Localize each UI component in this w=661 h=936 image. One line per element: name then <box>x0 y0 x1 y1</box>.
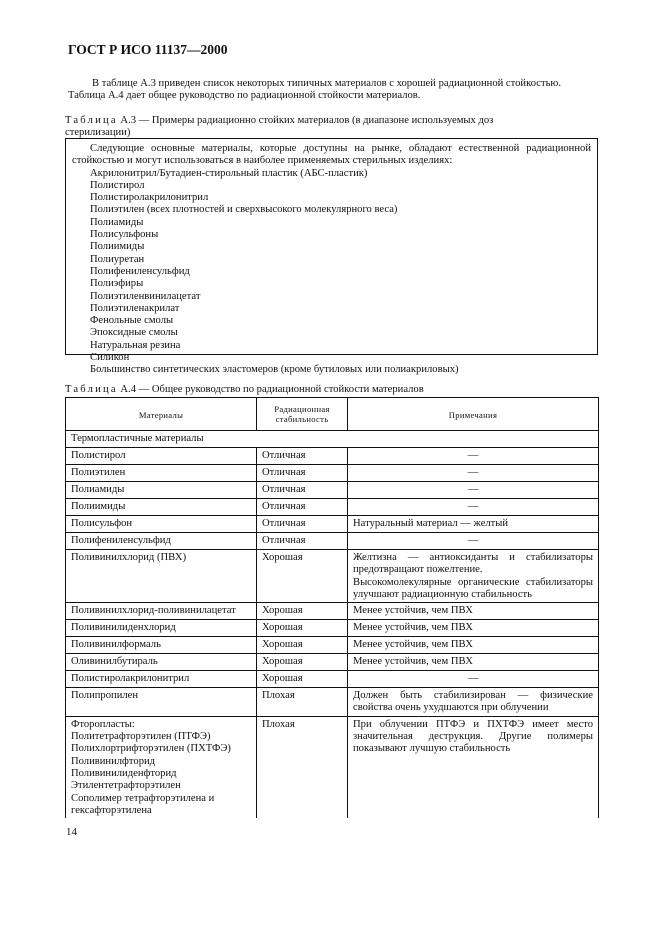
notes-cell: — <box>348 465 599 482</box>
stability-cell: Отличная <box>257 482 348 499</box>
caption-word: Таблица <box>65 384 118 395</box>
list-item: Полиамиды <box>90 216 144 228</box>
stability-cell: Отличная <box>257 533 348 550</box>
caption-word: Таблица <box>65 115 118 126</box>
material-cell: Полиимиды <box>66 499 257 516</box>
list-item: Полиэфиры <box>90 278 144 290</box>
list-item: Акрилонитрил/Бутадиен-стирольный пластик (АБС-пластик) <box>90 167 368 179</box>
notes-cell: Менее устойчив, чем ПВХ <box>348 620 599 637</box>
list-item: Натуральная резина <box>90 339 181 351</box>
table-row <box>66 671 599 688</box>
table-row <box>66 482 599 499</box>
table-row <box>66 620 599 637</box>
header-stability: Радиационная стабильность <box>257 398 348 431</box>
material-cell: Фторопласты: Политетрафторэтилен (ПТФЭ) Полихлортрифторэтилен (ПХТФЭ) Поливинилфторид Поливинилиденфторид Этилентетрафторэтилен Сополимер тетрафторэтилена и гексафторэтилена <box>66 716 257 818</box>
table-row <box>66 654 599 671</box>
table-row <box>66 603 599 620</box>
notes-cell: — <box>348 671 599 688</box>
stability-cell: Плохая <box>257 688 348 717</box>
stability-cell: Хорошая <box>257 603 348 620</box>
list-item: Полифениленсульфид <box>90 265 190 277</box>
header-notes: Примечания <box>348 398 599 431</box>
material-cell: Полиэтилен <box>66 465 257 482</box>
table-row <box>66 637 599 654</box>
notes-cell: Менее устойчив, чем ПВХ <box>348 603 599 620</box>
stability-cell: Хорошая <box>257 654 348 671</box>
table-row <box>66 533 599 550</box>
table-a3-lead: Следующие основные материалы, которые доступны на рынке, обладают естественной радиационной стойкостью и могут использоваться в наиболее применяемых стерильных изделиях: <box>72 143 591 167</box>
section-row: Термопластичные материалы <box>66 431 599 448</box>
notes-cell: Менее устойчив, чем ПВХ <box>348 654 599 671</box>
stability-cell: Отличная <box>257 499 348 516</box>
table-row <box>66 448 599 465</box>
table-a3-list <box>72 168 591 377</box>
list-item: Полиуретан <box>90 253 145 265</box>
notes-cell: — <box>348 533 599 550</box>
stability-cell: Хорошая <box>257 637 348 654</box>
stability-cell: Хорошая <box>257 620 348 637</box>
table-row <box>66 550 599 603</box>
stability-cell: Отличная <box>257 448 348 465</box>
stability-cell: Отличная <box>257 465 348 482</box>
list-item: Силикон <box>90 352 130 364</box>
notes-cell: — <box>348 482 599 499</box>
notes-cell: При облучении ПТФЭ и ПХТФЭ имеет место значительная деструкция. Другие полимеры показывают лучшую стабильность <box>348 716 599 818</box>
notes-cell: — <box>348 448 599 465</box>
table-row <box>66 499 599 516</box>
notes-cell: Желтизна — антиоксиданты и стабилизаторы предотвращают пожелтение. Высокомолекулярные органические стабилизаторы улучшают радиационную стабильность <box>348 550 599 603</box>
material-cell: Оливинилбутираль <box>66 654 257 671</box>
list-item: Полисульфоны <box>90 229 159 241</box>
list-item: Полистирол <box>90 179 145 191</box>
notes-cell: — <box>348 499 599 516</box>
table-row <box>66 716 599 818</box>
material-cell: Полиамиды <box>66 482 257 499</box>
material-cell: Полисульфон <box>66 516 257 533</box>
list-item: Полиэтиленакрилат <box>90 302 180 314</box>
material-cell: Поливинилхлорид-поливинилацетат <box>66 603 257 620</box>
intro-paragraph <box>68 78 600 103</box>
stability-cell: Хорошая <box>257 550 348 603</box>
table-row <box>66 465 599 482</box>
page-number: 14 <box>66 826 77 838</box>
caption-text: А.3 — Примеры радиационно стойких материалов (в диапазоне используемых доз стерилизации) <box>65 115 494 139</box>
list-item: Фенольные смолы <box>90 315 174 327</box>
list-item: Большинство синтетических эластомеров (кроме бутиловых или полиакриловых) <box>90 364 459 376</box>
table-a3-box <box>65 138 598 376</box>
notes-cell: Менее устойчив, чем ПВХ <box>348 637 599 654</box>
list-item: Полистиролакрилонитрил <box>90 192 209 204</box>
stability-cell: Хорошая <box>257 671 348 688</box>
list-item: Эпоксидные смолы <box>90 327 178 339</box>
stability-cell: Плохая <box>257 716 348 818</box>
material-cell: Полипропилен <box>66 688 257 717</box>
stability-cell: Отличная <box>257 516 348 533</box>
document-header: ГОСТ Р ИСО 11137—2000 <box>68 42 228 57</box>
list-item: Полиимиды <box>90 241 145 253</box>
notes-cell: Натуральный материал — желтый <box>348 516 599 533</box>
table-a4-caption <box>65 384 585 396</box>
header-materials: Материалы <box>66 398 257 431</box>
table-row <box>66 688 599 717</box>
material-cell: Поливинилиденхлорид <box>66 620 257 637</box>
material-cell: Полистирол <box>66 448 257 465</box>
material-cell: Поливинилхлорид (ПВХ) <box>66 550 257 603</box>
list-item: Полиэтиленвинилацетат <box>90 290 201 302</box>
table-row <box>66 516 599 533</box>
caption-text: А.4 — Общее руководство по радиационной стойкости материалов <box>117 384 424 395</box>
table-a3-caption <box>65 115 545 140</box>
material-cell: Полифениленсульфид <box>66 533 257 550</box>
intro-text: В таблице А.3 приведен список некоторых типичных материалов с хорошей радиационной стойкостью. Таблица А.4 дает общее руководство по радиационной стойкости материалов. <box>68 78 561 102</box>
table-a4 <box>65 397 599 818</box>
notes-cell: Должен быть стабилизирован — физические свойства очень ухудшаются при облучении <box>348 688 599 717</box>
list-item: Полиэтилен (всех плотностей и сверхвысокого молекулярного веса) <box>90 204 398 216</box>
material-cell: Полистиролакрилонитрил <box>66 671 257 688</box>
material-cell: Поливинилформаль <box>66 637 257 654</box>
